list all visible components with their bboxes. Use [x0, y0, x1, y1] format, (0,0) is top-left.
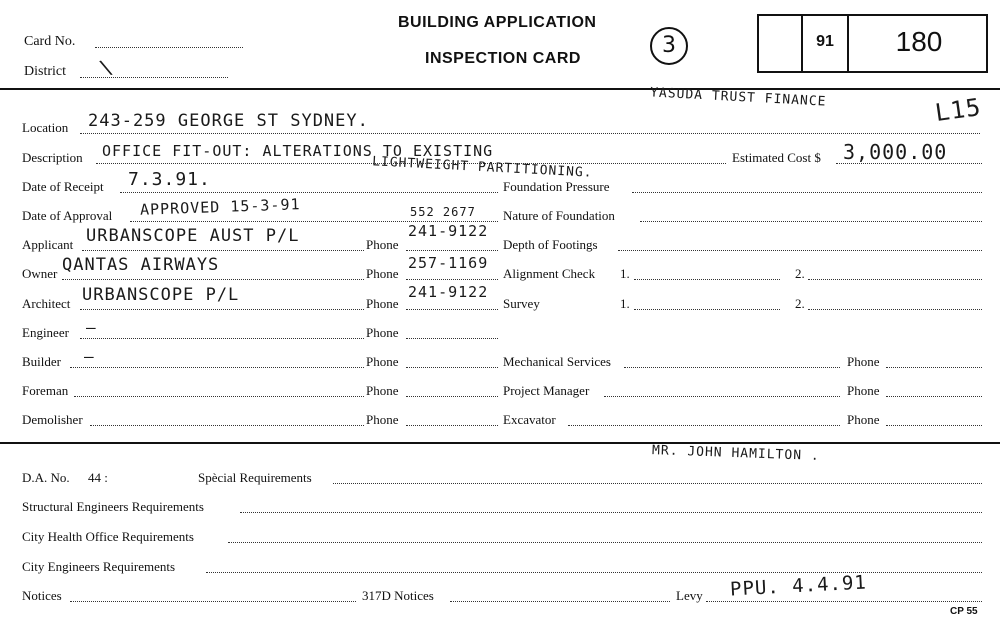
top-right-note: YASUDA TRUST FINANCE	[649, 85, 827, 110]
survey-line-2	[808, 309, 982, 310]
demolisher-label: Demolisher	[22, 412, 83, 427]
alignment-check-line-2	[808, 279, 982, 280]
description-value-2: LIGHTWEIGHT PARTITIONING.	[371, 154, 593, 181]
builder-value: —	[84, 347, 95, 366]
notices-317d-label: 317D Notices	[362, 588, 434, 603]
health-requirements-line	[228, 542, 982, 543]
demolisher-line	[90, 425, 364, 426]
reference-large: 180	[895, 26, 943, 57]
builder-phone-line	[406, 367, 498, 368]
special-requirements-line	[333, 483, 982, 484]
structural-requirements-line	[240, 512, 982, 513]
health-requirements-label: City Health Office Requirements	[22, 529, 194, 544]
location-label: Location	[22, 120, 69, 135]
alignment-check-2: 2.	[795, 266, 805, 281]
project-manager-line	[604, 396, 840, 397]
middle-rule	[0, 442, 1000, 444]
owner-phone-value: 257-1169	[408, 254, 489, 272]
location-line	[80, 133, 980, 134]
notices-317d-line	[450, 601, 670, 602]
applicant-phone-value: 241-9122	[408, 222, 489, 240]
reference-small: 91	[816, 33, 834, 50]
mechanical-services-phone-label: Phone	[847, 354, 880, 369]
excavator-phone-label: Phone	[847, 412, 880, 427]
applicant-value: URBANSCOPE AUST P/L	[86, 226, 300, 246]
engineer-value: —	[86, 318, 97, 337]
engineer-phone-label: Phone	[366, 325, 399, 340]
survey-label: Survey	[503, 296, 540, 311]
location-value: 243-259 GEORGE ST SYDNEY.	[88, 111, 369, 131]
mechanical-services-phone-line	[886, 367, 982, 368]
alignment-check-1: 1.	[620, 266, 630, 281]
structural-requirements-label: Structural Engineers Requirements	[22, 499, 204, 514]
applicant-line	[82, 250, 364, 251]
demolisher-phone-label: Phone	[366, 412, 399, 427]
date-of-approval-value: APPROVED 15-3-91	[139, 195, 301, 219]
builder-phone-label: Phone	[366, 354, 399, 369]
levy-line	[706, 601, 982, 602]
builder-line	[70, 367, 364, 368]
estimated-cost-value: 3,000.00	[843, 140, 948, 164]
depth-of-footings-label: Depth of Footings	[503, 237, 598, 252]
excavator-phone-line	[886, 425, 982, 426]
foreman-label: Foreman	[22, 383, 69, 398]
foreman-line	[74, 396, 364, 397]
demolisher-phone-line	[406, 425, 498, 426]
nature-of-foundation-line	[640, 221, 982, 222]
date-of-receipt-line	[120, 192, 498, 193]
phone-extra-note: 552 2677	[410, 205, 476, 219]
engineer-label: Engineer	[22, 325, 69, 340]
survey-line-1	[634, 309, 780, 310]
reference-box	[757, 14, 988, 73]
corner-code: L15	[933, 92, 984, 128]
foundation-pressure-line	[632, 192, 982, 193]
owner-label: Owner	[22, 266, 58, 281]
alignment-check-line-1	[634, 279, 780, 280]
foreman-phone-line	[406, 396, 498, 397]
owner-phone-label: Phone	[366, 266, 399, 281]
project-manager-label: Project Manager	[503, 383, 590, 398]
owner-value: QANTAS AIRWAYS	[62, 255, 220, 275]
levy-value: PPU. 4.4.91	[729, 571, 868, 601]
special-requirements-label: Spècial Requirements	[198, 470, 312, 485]
architect-phone-line	[406, 309, 498, 310]
nature-of-foundation-label: Nature of Foundation	[503, 208, 615, 223]
applicant-phone-line	[406, 250, 498, 251]
architect-label: Architect	[22, 296, 71, 311]
title-line-1: BUILDING APPLICATION	[398, 14, 597, 31]
applicant-label: Applicant	[22, 237, 74, 252]
title-line-2: INSPECTION CARD	[425, 50, 581, 67]
description-value: OFFICE FIT-OUT: ALTERATIONS TO EXISTING	[102, 142, 494, 160]
date-of-receipt-value: 7.3.91.	[128, 169, 211, 190]
foundation-pressure-label: Foundation Pressure	[503, 179, 610, 194]
district-value: \	[97, 53, 116, 81]
card-no-line	[95, 47, 243, 48]
owner-line	[62, 279, 364, 280]
levy-label: Levy	[676, 588, 703, 603]
estimated-cost-label: Estimated Cost $	[732, 150, 821, 165]
notices-label: Notices	[22, 588, 62, 603]
card-no-label: Card No.	[24, 34, 76, 49]
da-no-value: 44 :	[88, 470, 108, 485]
header-rule	[0, 88, 1000, 90]
mechanical-services-line	[624, 367, 840, 368]
city-engineers-requirements-label: City Engineers Requirements	[22, 559, 176, 574]
architect-line	[80, 309, 364, 310]
da-no-label: D.A. No.	[22, 470, 70, 485]
notices-line	[70, 601, 356, 602]
architect-phone-label: Phone	[366, 296, 399, 311]
contact-note: MR. JOHN HAMILTON .	[651, 443, 820, 464]
district-label: District	[24, 64, 66, 79]
builder-label: Builder	[22, 354, 61, 369]
excavator-label: Excavator	[503, 412, 556, 427]
mechanical-services-label: Mechanical Services	[503, 354, 611, 369]
foreman-phone-label: Phone	[366, 383, 399, 398]
excavator-line	[568, 425, 840, 426]
applicant-phone-label: Phone	[366, 237, 399, 252]
architect-phone-value: 241-9122	[408, 283, 489, 301]
form-code: CP 55	[950, 606, 978, 617]
engineer-line	[80, 338, 364, 339]
circled-number: 3	[650, 27, 688, 65]
engineer-phone-line	[406, 338, 498, 339]
description-label: Description	[22, 150, 83, 165]
alignment-check-label: Alignment Check	[503, 266, 596, 281]
project-manager-phone-line	[886, 396, 982, 397]
survey-1: 1.	[620, 296, 630, 311]
project-manager-phone-label: Phone	[847, 383, 880, 398]
survey-2: 2.	[795, 296, 805, 311]
date-of-approval-label: Date of Approval	[22, 208, 113, 223]
owner-phone-line	[406, 279, 498, 280]
depth-of-footings-line	[618, 250, 982, 251]
architect-value: URBANSCOPE P/L	[82, 285, 240, 305]
date-of-receipt-label: Date of Receipt	[22, 179, 104, 194]
